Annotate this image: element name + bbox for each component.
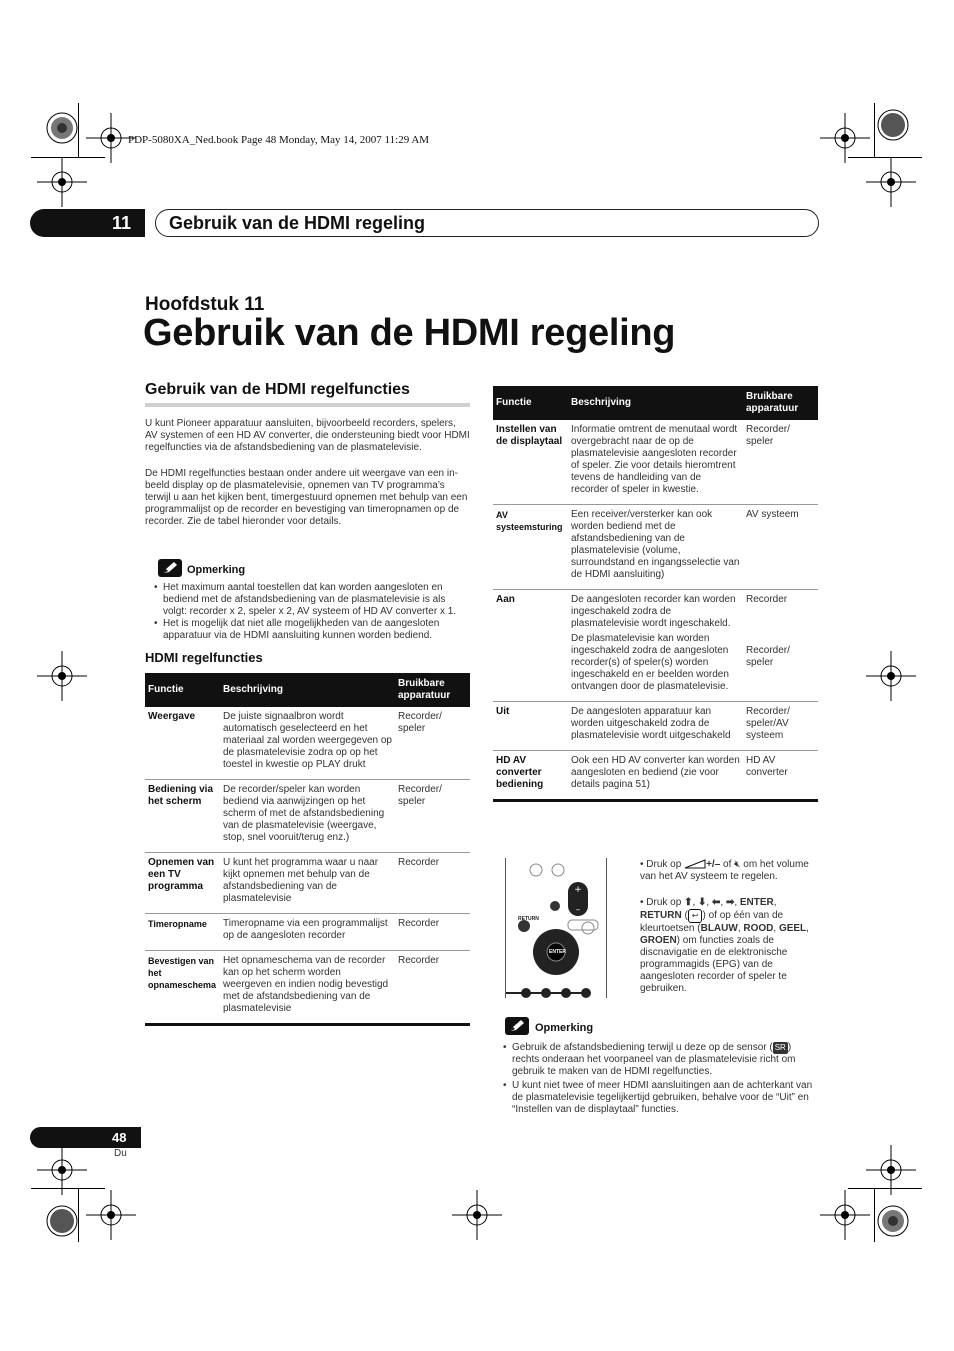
registration-mark-icon xyxy=(820,113,870,163)
table-cell-equipment: Recorder xyxy=(395,914,470,951)
table-header: Functie xyxy=(493,386,568,420)
table-header: Bruikbare apparatuur xyxy=(743,386,818,420)
subsection-title: HDMI regelfuncties xyxy=(145,650,263,665)
arrow-down-icon: ⬇ xyxy=(698,897,707,908)
note-pencil-icon xyxy=(505,1017,529,1035)
registration-mark-icon xyxy=(37,651,87,701)
remote-return-label: RETURN xyxy=(518,916,539,922)
table-cell-description: U kunt het programma waar u naar kijkt opnemen met behulp van de afstandsbediening van de plasmatelevisie xyxy=(220,853,395,914)
sensor-icon: SR xyxy=(774,1043,786,1052)
crop-line xyxy=(78,103,79,157)
registration-mark-icon xyxy=(868,1196,918,1246)
equipment-part: Recorder/ speler xyxy=(746,645,790,668)
functions-table-left xyxy=(145,673,470,1026)
registration-mark-icon xyxy=(866,157,916,207)
table-row xyxy=(493,702,818,751)
table-cell-function: Bediening via het scherm xyxy=(145,780,220,853)
table-cell-description: De juiste signaalbron wordt automatisch geselecteerd en het materiaal zal worden weergegeven op de plasmatelevisie zodra op op het toestel in kwestie op PLAY drukt xyxy=(220,707,395,780)
color-key-red: ROOD xyxy=(743,923,774,934)
crop-line xyxy=(31,157,105,158)
note-label: Opmerking xyxy=(535,1022,594,1034)
table-cell-function: Uit xyxy=(493,702,568,751)
table-cell-function: AV systeemsturing xyxy=(493,505,568,590)
functions-table-right xyxy=(493,386,818,802)
table-cell-equipment: Recorder/ speler xyxy=(395,707,470,780)
registration-mark-icon xyxy=(37,1196,87,1246)
svg-text:+: + xyxy=(574,885,582,895)
crop-line xyxy=(874,1188,875,1242)
registration-mark-icon xyxy=(452,1190,502,1240)
color-key-blue: BLAUW xyxy=(700,923,738,934)
table-row xyxy=(493,420,818,505)
list-item: • Het is mogelijk dat niet alle mogelijkheden van de aangesloten apparatuur via de HDMI aansluiting kunnen worden bediend. xyxy=(152,618,470,642)
table-header: Beschrijving xyxy=(220,673,395,707)
table-cell-function: Timeropname xyxy=(145,914,220,951)
table-cell-function: Instellen van de displaytaal xyxy=(493,420,568,505)
intro-paragraph: De HDMI regelfuncties bestaan onder andere uit weergave van een in-beeld display op de plasmatelevisie, opnemen van TV programma’s terwijl u aan het kijken bent, timergestuurd opnemen met behulp van een programmalijst op de recorder en bevestiging van timeropnamen op de recorder. Zie de tabel hieronder voor details. xyxy=(145,468,468,527)
description-part: De plasmatelevisie kan worden ingeschakeld zodra de aangesloten recorder(s) of speler(s) worden ingeschakeld en er beelden worden ontvangen door de plasmatelevisie. xyxy=(571,633,729,692)
table-cell-function: Opnemen van een TV programma xyxy=(145,853,220,914)
registration-mark-icon xyxy=(866,651,916,701)
table-header-row xyxy=(493,386,818,420)
remote-control-illustration xyxy=(505,858,607,998)
table-cell-description: Informatie omtrent de menutaal wordt overgebracht naar de op de plasmatelevisie aangesloten recorder of speler. Zie voor details hieromtrent tevens de handleiding van de recorder of speler in kwestie. xyxy=(568,420,743,505)
crop-line xyxy=(78,1188,79,1242)
note-text: U kunt niet twee of meer HDMI aansluitingen aan de achterkant van de plasmatelevisie tegelijkertijd gebruiken, behalve voor de “Uit” en “Instellen van de displaytaal” functies. xyxy=(512,1080,813,1115)
book-info: PDP-5080XA_Ned.book Page 48 Monday, May 14, 2007 11:29 AM xyxy=(128,134,430,146)
instruction-text: Druk op xyxy=(646,897,682,908)
table-cell-description: Een receiver/versterker kan ook worden bediend met de afstandsbediening van de plasmatelevisie (volume, surroundstand en ingangsselectie van de HDMI aansluiting) xyxy=(568,505,743,590)
crop-line xyxy=(31,1188,105,1189)
description-part: De aangesloten recorder kan worden ingeschakeld zodra de plasmatelevisie wordt ingeschakeld. xyxy=(571,594,736,629)
table-row xyxy=(145,951,470,1025)
return-icon: ↩ xyxy=(688,909,703,923)
note-text: ) rechts onderaan het voorpaneel van de plasmatelevisie richt om gebruik te maken van de HDMI regelfuncties. xyxy=(512,1042,796,1077)
table-cell-description: Timeropname via een programmalijst op de aangesloten recorder xyxy=(220,914,395,951)
volume-icon xyxy=(684,859,706,870)
page-language: Du xyxy=(114,1148,127,1159)
table-row xyxy=(145,853,470,914)
instruction-text: ) om functies zoals de discnavigatie en de elektronische programmagids (EPG) van de aangesloten recorder of speler te gebruiken. xyxy=(640,935,788,994)
table-cell-description xyxy=(568,590,743,702)
registration-mark-icon xyxy=(86,1190,136,1240)
enter-key: ENTER xyxy=(739,897,774,908)
instruction-text: of xyxy=(723,859,732,870)
crop-line xyxy=(848,157,922,158)
crop-line xyxy=(848,1188,922,1189)
table-cell-equipment: Recorder/ speler xyxy=(395,780,470,853)
color-key-yellow: GEEL xyxy=(778,923,807,934)
color-key-green: GROEN xyxy=(640,935,677,946)
arrow-right-icon: ➡ xyxy=(725,897,735,908)
svg-text:–: – xyxy=(575,905,581,915)
table-cell-function: HD AV converter bediening xyxy=(493,751,568,801)
chapter-title: Gebruik van de HDMI regeling xyxy=(169,213,426,233)
note-text: Gebruik de afstandsbediening terwijl u deze op de sensor ( xyxy=(512,1042,773,1053)
list-item: • Het maximum aantal toestellen dat kan worden aangesloten en bediend met de afstandsbediening van de plasmatelevisie is als volgt: recorder x 2, speler x 2, AV systeem of HD AV converter x 1. xyxy=(152,582,470,618)
crop-line xyxy=(874,103,875,157)
table-header: Bruikbare apparatuur xyxy=(395,673,470,707)
note-item: • U kunt niet twee of meer HDMI aansluitingen aan de achterkant van de plasmatelevisie tegelijkertijd gebruiken, behalve voor de “Uit” en “Instellen van de displaytaal” functies. xyxy=(503,1080,813,1115)
instruction-text: om het volume van het AV systeem te regelen. xyxy=(640,859,809,882)
table-cell-equipment: Recorder xyxy=(395,853,470,914)
table-cell-description: De recorder/speler kan worden bediend via aanwijzingen op het scherm of met de afstandsbediening van de plasmatelevisie (weergave, stop, snel vooruit/terug enz.) xyxy=(220,780,395,853)
note-label: Opmerking xyxy=(187,564,246,576)
arrow-up-icon: ⬆ xyxy=(684,897,693,908)
chapter-label: Hoofdstuk 11 xyxy=(145,294,265,315)
page-title: Gebruik van de HDMI regeling xyxy=(143,312,676,354)
return-key: RETURN xyxy=(640,910,682,921)
volume-key: +/– xyxy=(706,859,721,870)
table-cell-equipment: Recorder/ speler xyxy=(743,420,818,505)
table-row xyxy=(493,590,818,702)
registration-mark-icon xyxy=(820,1190,870,1240)
table-header: Beschrijving xyxy=(568,386,743,420)
table-cell-description: De aangesloten apparatuur kan worden uitgeschakeld zodra de plasmatelevisie wordt uitgeschakeld xyxy=(568,702,743,751)
chapter-number: 11 xyxy=(112,213,132,233)
table-cell-function: Bevestigen van het opnameschema xyxy=(145,951,220,1025)
remote-instruction-1: • Druk op +/– of 🔇︎ om het volume van het AV systeem te regelen. xyxy=(640,859,809,882)
table-header-row xyxy=(145,673,470,707)
mute-icon: 🔇︎ xyxy=(734,859,741,870)
remote-instruction-2: • Druk op ⬆, ⬇, ⬅, ➡, ENTER, RETURN ( ↩ ) of op één van de kleurtoetsen (BLAUW, ROOD, GEEL, GROEN) om functies zoals de discnavigatie en de elektronische programmagids (EPG) van de aangesloten recorder of speler te gebruiken. xyxy=(640,897,809,994)
table-cell-function: Aan xyxy=(493,590,568,702)
registration-mark-icon xyxy=(37,157,87,207)
table-cell-equipment: HD AV converter xyxy=(743,751,818,801)
equipment-part: Recorder xyxy=(746,594,788,605)
table-row xyxy=(145,707,470,780)
note-item: • Gebruik de afstandsbediening terwijl u deze op de sensor ( SR ) rechts onderaan het voorpaneel van de plasmatelevisie richt om gebruik te maken van de HDMI regelfuncties. xyxy=(503,1042,796,1077)
page-number: 48 xyxy=(112,1130,127,1145)
table-cell-equipment: Recorder xyxy=(395,951,470,1025)
table-cell-equipment: Recorder/ speler/AV systeem xyxy=(743,702,818,751)
intro-paragraph: U kunt Pioneer apparatuur aansluiten, bijvoorbeeld recorders, spelers, AV systemen of een HD AV converter, die ondersteuning biedt voor HDMI regelfuncties via de afstandsbediening van de plasmatelevisie. xyxy=(145,418,470,453)
instruction-text: ) of op één van de kleurtoetsen ( xyxy=(640,910,784,934)
table-row xyxy=(493,505,818,590)
table-row xyxy=(493,751,818,801)
table-cell-function: Weergave xyxy=(145,707,220,780)
section-title: Gebruik van de HDMI regelfuncties xyxy=(145,381,410,398)
section-rule xyxy=(145,403,470,407)
registration-mark-icon xyxy=(37,103,87,153)
arrow-left-icon: ⬅ xyxy=(711,897,721,908)
table-cell-description: Het opnameschema van de recorder kan op het scherm worden weergeven en indien nodig bevestigd met de afstandsbediening van de plasmatelevisie xyxy=(220,951,395,1025)
table-row xyxy=(145,780,470,853)
instruction-text: Druk op xyxy=(646,859,682,870)
table-cell-equipment: AV systeem xyxy=(743,505,818,590)
table-row xyxy=(145,914,470,951)
table-header: Functie xyxy=(145,673,220,707)
remote-enter-label: ENTER xyxy=(549,949,566,955)
note-pencil-icon xyxy=(158,559,182,577)
table-cell-equipment xyxy=(743,590,818,702)
registration-mark-icon xyxy=(868,100,918,150)
table-cell-description: Ook een HD AV converter kan worden aangesloten en bediend (zie voor details pagina 51) xyxy=(568,751,743,801)
note-list xyxy=(152,582,470,642)
